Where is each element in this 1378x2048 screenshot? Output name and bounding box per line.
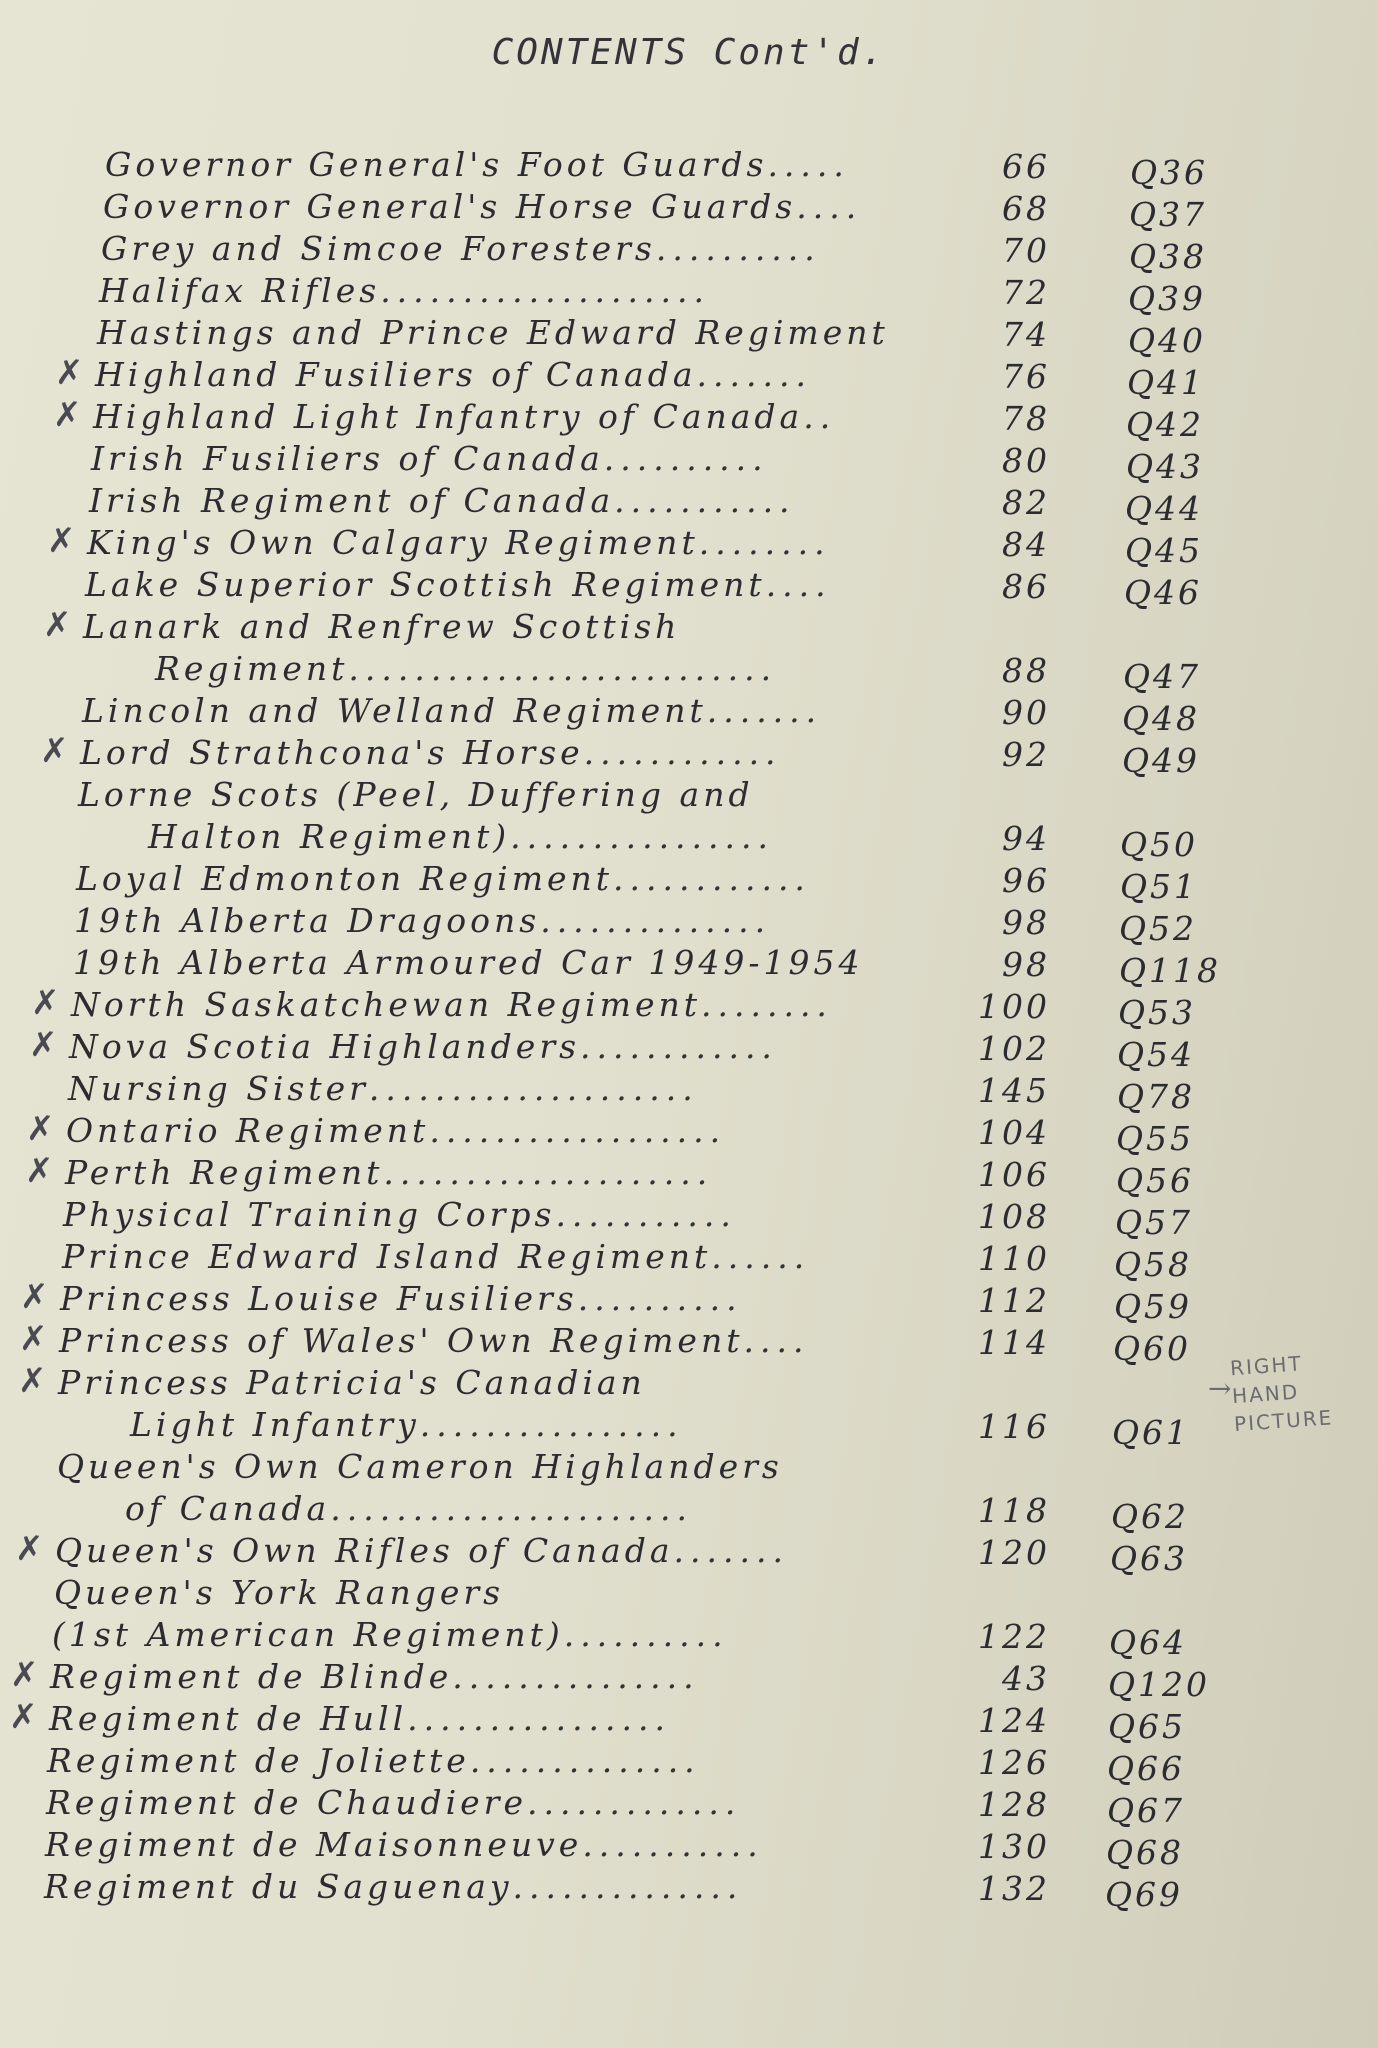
- toc-entry: [46, 1783, 985, 1825]
- dot-leader: ......................: [330, 1489, 694, 1528]
- pencil-check-icon: ✗: [26, 1109, 55, 1149]
- dot-leader: ....................: [380, 271, 710, 310]
- page-number: 104: [978, 1113, 1050, 1152]
- toc-entry: [68, 1069, 985, 1111]
- toc-entry: [71, 985, 985, 1027]
- dot-leader: ............: [580, 1027, 778, 1066]
- toc-entry: [155, 649, 985, 691]
- pencil-check-icon: ✗: [15, 1529, 44, 1569]
- page-title: CONTENTS Cont'd.: [491, 32, 887, 73]
- toc-entry: [50, 1657, 985, 1699]
- entry-name: Governor General's Horse Guards: [103, 187, 797, 226]
- page-number: 128: [978, 1785, 1050, 1824]
- note-line: HAND: [1231, 1379, 1300, 1409]
- entry-name: Light Infantry: [130, 1405, 420, 1444]
- dot-leader: ........: [701, 985, 833, 1024]
- q-number: Q55: [1116, 1119, 1195, 1158]
- entry-name: Irish Regiment of Canada: [89, 481, 615, 520]
- q-number: Q36: [1130, 153, 1209, 192]
- entry-name: Perth Regiment: [65, 1153, 384, 1192]
- toc-entry: [62, 1237, 985, 1279]
- toc-entry: [80, 733, 985, 775]
- toc-entry: [60, 1279, 985, 1321]
- dot-leader: ...............: [452, 1657, 700, 1696]
- pencil-check-icon: ✗: [9, 1697, 38, 1737]
- entry-name: Physical Training Corps: [63, 1195, 556, 1234]
- dot-leader: ......: [711, 1237, 811, 1276]
- dot-leader: ..............: [540, 901, 772, 940]
- entry-name: Nova Scotia Highlanders: [69, 1027, 581, 1066]
- toc-entry: [74, 901, 985, 943]
- q-number: Q60: [1113, 1329, 1192, 1368]
- toc-entry: [99, 271, 985, 313]
- page-number: 76: [1002, 357, 1050, 396]
- note-line: PICTURE: [1233, 1405, 1335, 1437]
- pencil-check-icon: ✗: [47, 521, 76, 561]
- q-number: Q63: [1110, 1539, 1189, 1578]
- page-number: 98: [1002, 903, 1050, 942]
- page-number: 92: [1002, 735, 1050, 774]
- toc-entry: [130, 1405, 985, 1447]
- toc-entry: [65, 1153, 985, 1195]
- toc-entry: [82, 691, 985, 733]
- q-number: Q58: [1114, 1245, 1193, 1284]
- q-number: Q52: [1119, 909, 1198, 948]
- q-number: Q42: [1126, 405, 1205, 444]
- dot-leader: .......: [706, 691, 823, 730]
- q-number: Q120: [1108, 1665, 1211, 1704]
- entry-name: Regiment de Joliette: [47, 1741, 470, 1780]
- toc-entry: [87, 523, 985, 565]
- entry-name: Lincoln and Welland Regiment: [82, 691, 707, 730]
- toc-entry: [91, 439, 985, 481]
- entry-name: King's Own Calgary Regiment: [87, 523, 699, 562]
- dot-leader: ............: [613, 859, 811, 898]
- entry-name: Governor General's Foot Guards: [105, 145, 768, 184]
- page-number: 108: [978, 1197, 1050, 1236]
- toc-entry: [45, 1825, 985, 1867]
- dot-leader: ............: [583, 733, 782, 772]
- toc-entry: [49, 1699, 985, 1741]
- entry-name: Queen's Own Rifles of Canada: [55, 1531, 674, 1570]
- entry-name: Irish Fusiliers of Canada: [91, 439, 604, 478]
- dot-leader: .....: [767, 145, 850, 184]
- q-number: Q40: [1128, 321, 1207, 360]
- page-number: 100: [978, 987, 1050, 1026]
- q-number: Q53: [1118, 993, 1197, 1032]
- page-number: 120: [978, 1533, 1050, 1572]
- q-number: Q62: [1111, 1497, 1190, 1536]
- note-line: RIGHT: [1229, 1351, 1304, 1381]
- toc-entry: [78, 775, 985, 817]
- q-number: Q59: [1114, 1287, 1193, 1326]
- dot-leader: ...........: [555, 1195, 737, 1234]
- page-number: 96: [1002, 861, 1050, 900]
- q-number: Q38: [1129, 237, 1208, 276]
- entry-name: Lorne Scots (Peel, Duffering and: [78, 775, 754, 814]
- toc-entry: [89, 481, 985, 523]
- toc-entry: [69, 1027, 985, 1069]
- page-number: 112: [978, 1281, 1050, 1320]
- page-number: 84: [1002, 525, 1050, 564]
- entry-name: Prince Edward Island Regiment: [62, 1237, 712, 1276]
- q-number: Q118: [1119, 951, 1222, 990]
- page-number: 114: [978, 1323, 1050, 1362]
- dot-leader: ................: [419, 1405, 684, 1444]
- entry-name: 19th Alberta Dragoons: [74, 901, 541, 940]
- page-number: 102: [978, 1029, 1050, 1068]
- page-number: 145: [978, 1071, 1050, 1110]
- dot-leader: ....................: [368, 1069, 699, 1108]
- page-number: 72: [1002, 273, 1050, 312]
- dot-leader: ..............: [469, 1741, 701, 1780]
- toc-entry: [59, 1321, 985, 1363]
- pencil-check-icon: ✗: [29, 1025, 58, 1065]
- q-number: Q66: [1107, 1749, 1186, 1788]
- pencil-check-icon: ✗: [31, 983, 60, 1023]
- toc-entry: [105, 145, 985, 187]
- entry-name: North Saskatchewan Regiment: [71, 985, 701, 1024]
- pencil-check-icon: ✗: [40, 731, 69, 771]
- q-number: Q54: [1117, 1035, 1196, 1074]
- dot-leader: ..............: [512, 1867, 744, 1906]
- dot-leader: .......: [673, 1531, 789, 1570]
- dot-leader: ................: [407, 1699, 672, 1738]
- page-number: 74: [1002, 315, 1050, 354]
- entry-name: Hastings and Prince Edward Regiment: [97, 313, 889, 352]
- page-number: 118: [978, 1491, 1050, 1530]
- q-number: Q65: [1108, 1707, 1187, 1746]
- dot-leader: ....: [765, 565, 832, 604]
- entry-name: Lake Superior Scottish Regiment: [85, 565, 766, 604]
- page-number: 110: [978, 1239, 1050, 1278]
- entry-name: Grey and Simcoe Foresters: [101, 229, 656, 268]
- page-number: 132: [978, 1869, 1050, 1908]
- toc-entry: [93, 397, 985, 439]
- page-number: 116: [978, 1407, 1050, 1446]
- q-number: Q41: [1127, 363, 1206, 402]
- page-number: 126: [978, 1743, 1050, 1782]
- pencil-check-icon: ✗: [18, 1361, 47, 1401]
- page-number: 86: [1002, 567, 1050, 606]
- page-number: 106: [978, 1155, 1050, 1194]
- q-number: Q39: [1128, 279, 1207, 318]
- dot-leader: ........: [698, 523, 831, 562]
- toc-entry: [57, 1447, 985, 1489]
- toc-entry: [85, 565, 985, 607]
- entry-name: Princess Patricia's Canadian: [58, 1363, 646, 1402]
- dot-leader: ................: [510, 817, 774, 856]
- dot-leader: ..................: [429, 1111, 727, 1150]
- entry-name: 19th Alberta Armoured Car 1949-1954: [73, 943, 864, 982]
- dot-leader: ..........: [603, 439, 769, 478]
- entry-name: Queen's York Rangers: [54, 1573, 505, 1612]
- q-number: Q56: [1116, 1161, 1195, 1200]
- entry-name: Queen's Own Cameron Highlanders: [57, 1447, 783, 1486]
- q-number: Q47: [1123, 657, 1202, 696]
- page-number: 43: [1002, 1659, 1050, 1698]
- entry-name: Lord Strathcona's Horse: [80, 733, 584, 772]
- q-number: Q78: [1117, 1077, 1196, 1116]
- entry-name: Highland Light Infantry of Canada: [93, 397, 804, 436]
- q-number: Q49: [1122, 741, 1201, 780]
- page-number: 94: [1002, 819, 1050, 858]
- page-number: 82: [1002, 483, 1050, 522]
- pencil-check-icon: ✗: [20, 1277, 49, 1317]
- entry-name: Princess Louise Fusiliers: [60, 1279, 578, 1318]
- toc-entry: [97, 313, 985, 355]
- toc-entry: [76, 859, 985, 901]
- toc-entry: [54, 1573, 985, 1615]
- entry-name: Halton Regiment): [148, 817, 511, 856]
- dot-leader: ....................: [383, 1153, 714, 1192]
- toc-entry: [44, 1867, 985, 1909]
- q-number: Q43: [1126, 447, 1205, 486]
- entry-name: Nursing Sister: [68, 1069, 369, 1108]
- dot-leader: ..........: [563, 1615, 729, 1654]
- toc-entry: [95, 355, 985, 397]
- entry-name: of Canada: [125, 1489, 331, 1528]
- pencil-check-icon: ✗: [10, 1655, 39, 1695]
- entry-name: Halifax Rifles: [99, 271, 381, 310]
- entry-name: (1st American Regiment): [52, 1615, 564, 1654]
- page-number: 90: [1002, 693, 1050, 732]
- q-number: Q67: [1107, 1791, 1186, 1830]
- dot-leader: ...........: [614, 481, 796, 520]
- toc-entry: [58, 1363, 985, 1405]
- dot-leader: ....: [743, 1321, 810, 1360]
- pencil-check-icon: ✗: [43, 605, 72, 645]
- pencil-check-icon: ✗: [19, 1319, 48, 1359]
- entry-name: Princess of Wales' Own Regiment: [59, 1321, 744, 1360]
- toc-entry: [148, 817, 985, 859]
- toc-entry: [47, 1741, 985, 1783]
- q-number: Q50: [1120, 825, 1199, 864]
- page-number: 70: [1002, 231, 1050, 270]
- q-number: Q61: [1112, 1413, 1191, 1452]
- dot-leader: .............: [526, 1783, 742, 1822]
- page-number: 80: [1002, 441, 1050, 480]
- page-number: 66: [1002, 147, 1050, 186]
- pencil-check-icon: ✗: [25, 1151, 54, 1191]
- page-number: 124: [978, 1701, 1050, 1740]
- dot-leader: ....: [796, 187, 863, 226]
- entry-name: Regiment du Saguenay: [44, 1867, 513, 1906]
- toc-entry: [125, 1489, 985, 1531]
- entry-name: Regiment de Blinde: [50, 1657, 453, 1696]
- q-number: Q51: [1120, 867, 1199, 906]
- dot-leader: ..........................: [348, 649, 778, 688]
- q-number: Q37: [1129, 195, 1208, 234]
- dot-leader: ...........: [582, 1825, 764, 1864]
- entry-name: Regiment de Hull: [49, 1699, 408, 1738]
- q-number: Q44: [1125, 489, 1204, 528]
- dot-leader: ..: [803, 397, 837, 436]
- entry-name: Regiment: [155, 649, 349, 688]
- entry-name: Highland Fusiliers of Canada: [95, 355, 697, 394]
- page-number: 130: [978, 1827, 1050, 1866]
- toc-entry: [73, 943, 985, 985]
- toc-entry: [101, 229, 985, 271]
- page-number: 122: [978, 1617, 1050, 1656]
- q-number: Q46: [1124, 573, 1203, 612]
- entry-name: Regiment de Chaudiere: [46, 1783, 527, 1822]
- toc-entry: [55, 1531, 985, 1573]
- toc-entry: [63, 1195, 985, 1237]
- entry-name: Ontario Regiment: [66, 1111, 430, 1150]
- page-number: 88: [1002, 651, 1050, 690]
- dot-leader: ..........: [577, 1279, 743, 1318]
- q-number: Q69: [1105, 1875, 1184, 1914]
- page-number: 98: [1002, 945, 1050, 984]
- pencil-check-icon: ✗: [55, 353, 84, 393]
- q-number: Q48: [1122, 699, 1201, 738]
- pencil-arrow-icon: →: [1208, 1372, 1232, 1405]
- dot-leader: .......: [696, 355, 812, 394]
- q-number: Q57: [1115, 1203, 1194, 1242]
- q-number: Q64: [1109, 1623, 1188, 1662]
- toc-entry: [103, 187, 985, 229]
- toc-entry: [52, 1615, 985, 1657]
- q-number: Q45: [1125, 531, 1204, 570]
- handwritten-note: [1229, 1346, 1355, 1438]
- entry-name: Loyal Edmonton Regiment: [76, 859, 614, 898]
- q-number: Q68: [1106, 1833, 1185, 1872]
- toc-entry: [83, 607, 985, 649]
- entry-name: Regiment de Maisonneuve: [45, 1825, 583, 1864]
- toc-entry: [66, 1111, 985, 1153]
- page-number: 68: [1002, 189, 1050, 228]
- pencil-check-icon: ✗: [53, 395, 82, 435]
- dot-leader: ..........: [655, 229, 821, 268]
- entry-name: Lanark and Renfrew Scottish: [83, 607, 681, 646]
- page-number: 78: [1002, 399, 1050, 438]
